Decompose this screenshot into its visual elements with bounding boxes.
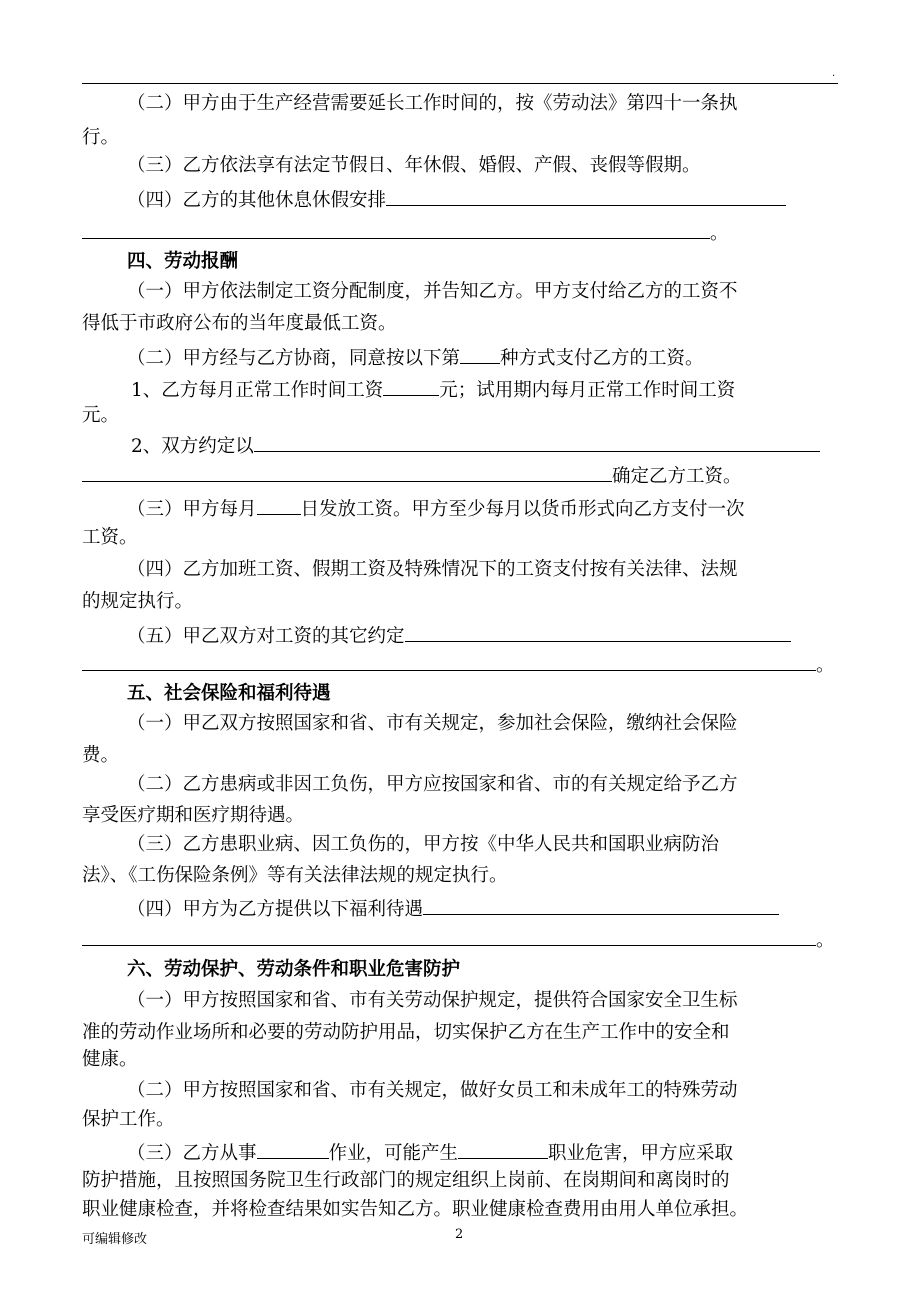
text-line: 职业健康检查，并将检查结果如实告知乙方。职业健康检查费用由用人单位承担。 xyxy=(82,1199,749,1220)
text-line: （一）甲方按照国家和省、市有关劳动保护规定，提供符合国家安全卫生标 xyxy=(127,990,738,1011)
text-line: （四）甲方为乙方提供以下福利待遇 xyxy=(127,896,779,922)
text-line: 。 xyxy=(82,220,729,246)
text-line: （二）乙方患病或非因工负伤，甲方应按国家和省、市的有关规定给予乙方 xyxy=(127,774,738,795)
text-line: 1、乙方每月正常工作时间工资 元；试用期内每月正常工作时间工资 xyxy=(131,377,735,403)
header-rule xyxy=(82,83,838,84)
text-line: 元。 xyxy=(82,405,120,426)
footer-label: 可编辑修改 xyxy=(82,1232,148,1247)
text-line: 准的劳动作业场所和必要的劳动防护用品，切实保护乙方在生产工作中的安全和 xyxy=(82,1022,730,1043)
text-line: 确定乙方工资。 xyxy=(82,463,742,489)
text-line: 享受医疗期和医疗期待遇。 xyxy=(82,805,305,826)
header-dot: . xyxy=(832,68,836,79)
text-line: （二）甲方经与乙方协商，同意按以下第 种方式支付乙方的工资。 xyxy=(127,345,704,371)
section-heading: 五、社会保险和福利待遇 xyxy=(127,683,331,704)
text-line: （三）乙方患职业病、因工负伤的，甲方按《中华人民共和国职业病防治 xyxy=(127,834,720,855)
fill-blank[interactable] xyxy=(458,1140,548,1159)
text-line: 2、双方约定以 xyxy=(131,433,820,459)
fill-blank[interactable] xyxy=(460,345,500,364)
text-line: （三）乙方从事 作业，可能产生 职业危害，甲方应采取 xyxy=(127,1140,733,1166)
text-line: （四）乙方的其他休息休假安排 xyxy=(127,187,786,213)
text-line: 。 xyxy=(82,927,835,953)
text-line: （一）甲方依法制定工资分配制度，并告知乙方。甲方支付给乙方的工资不 xyxy=(127,281,738,302)
fill-blank[interactable] xyxy=(82,220,710,239)
fill-blank[interactable] xyxy=(254,433,820,452)
fill-blank[interactable] xyxy=(383,377,439,396)
text-line: （三）乙方依法享有法定节假日、年休假、婚假、产假、丧假等假期。 xyxy=(127,155,701,176)
text-line: 费。 xyxy=(82,745,120,766)
fill-blank[interactable] xyxy=(257,496,301,515)
text-line: （二）甲方按照国家和省、市有关规定，做好女员工和未成年工的特殊劳动 xyxy=(127,1080,738,1101)
text-line: 的规定执行。 xyxy=(82,591,194,612)
fill-blank[interactable] xyxy=(386,187,786,206)
text-line: （一）甲乙双方按照国家和省、市有关规定，参加社会保险，缴纳社会保险 xyxy=(127,713,738,734)
fill-blank[interactable] xyxy=(423,896,779,915)
text-line: 工资。 xyxy=(82,527,138,548)
text-line: 保护工作。 xyxy=(82,1109,175,1130)
text-line: 。 xyxy=(82,652,835,678)
section-heading: 四、劳动报酬 xyxy=(127,251,239,272)
fill-blank[interactable] xyxy=(82,652,816,671)
fill-blank[interactable] xyxy=(82,463,612,482)
fill-blank[interactable] xyxy=(405,623,791,642)
fill-blank[interactable] xyxy=(257,1140,329,1159)
text-line: （五）甲乙双方对工资的其它约定 xyxy=(127,623,791,649)
text-line: 防护措施，且按照国务院卫生行政部门的规定组织上岗前、在岗期间和离岗时的 xyxy=(82,1170,730,1191)
text-line: 行。 xyxy=(82,127,120,148)
text-line: 法》、《工伤保险条例》等有关法律法规的规定执行。 xyxy=(82,865,508,886)
text-line: （四）乙方加班工资、假期工资及特殊情况下的工资支付按有关法律、法规 xyxy=(127,559,738,580)
page-number: 2 xyxy=(455,1227,464,1242)
text-line: 得低于市政府公布的当年度最低工资。 xyxy=(82,313,397,334)
text-line: 健康。 xyxy=(82,1049,138,1070)
section-heading: 六、劳动保护、劳动条件和职业危害防护 xyxy=(127,959,461,980)
text-line: （二）甲方由于生产经营需要延长工作时间的，按《劳动法》第四十一条执 xyxy=(127,93,738,114)
text-line: （三）甲方每月 日发放工资。甲方至少每月以货币形式向乙方支付一次 xyxy=(127,496,745,522)
fill-blank[interactable] xyxy=(82,927,816,946)
